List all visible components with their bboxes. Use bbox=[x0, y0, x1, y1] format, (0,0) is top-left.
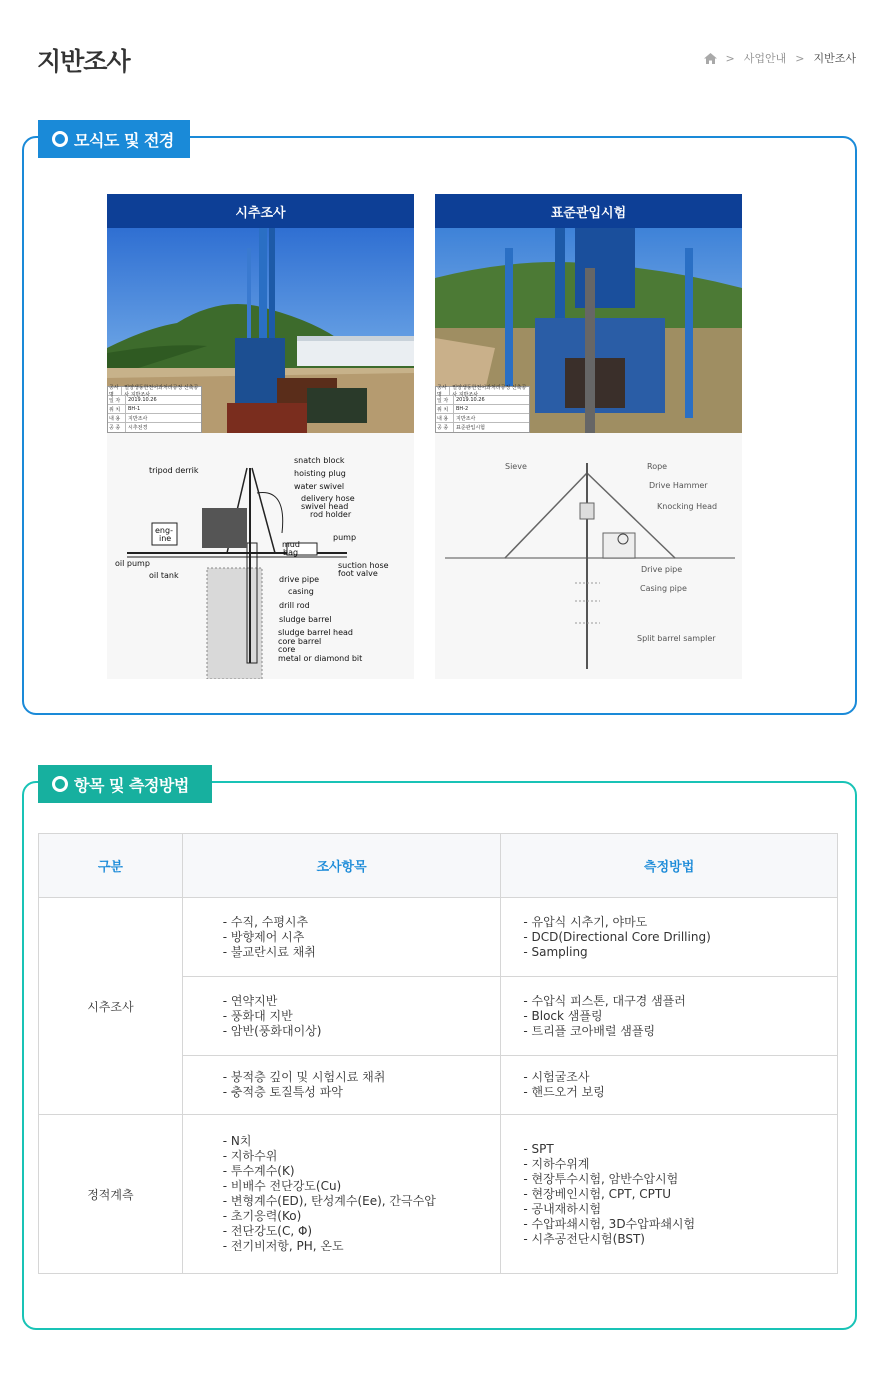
list-item: - 공내재하시험 bbox=[523, 1202, 837, 1217]
items-cell bbox=[182, 977, 501, 1056]
list-item: - 지하수위계 bbox=[523, 1157, 837, 1172]
table-row bbox=[39, 898, 838, 977]
card-title: 표준관입시험 bbox=[435, 194, 742, 228]
breadcrumb-item-current: 지반조사 bbox=[813, 52, 856, 65]
category-cell: 정적계측 bbox=[39, 1115, 183, 1274]
svg-text:snatch block: snatch block bbox=[294, 456, 345, 465]
items-cell bbox=[182, 1115, 501, 1274]
list-item: - 핸드오거 보링 bbox=[523, 1085, 837, 1100]
list-item: - 시험굴조사 bbox=[523, 1070, 837, 1085]
table-row bbox=[39, 1115, 838, 1274]
home-icon[interactable] bbox=[704, 53, 717, 64]
col-header-items: 조사항목 bbox=[182, 834, 501, 898]
svg-text:eng-: eng- bbox=[155, 526, 173, 535]
list-item: - 수압식 피스톤, 대구경 샘플러 bbox=[523, 994, 837, 1009]
list-item: - DCD(Directional Core Drilling) bbox=[523, 930, 837, 945]
svg-text:ine: ine bbox=[159, 534, 172, 543]
list-item: - 암반(풍화대이상) bbox=[223, 1024, 501, 1039]
section-tab-label: 모식도 및 전경 bbox=[74, 130, 174, 150]
svg-text:drive pipe: drive pipe bbox=[279, 575, 320, 584]
page-title: 지반조사 bbox=[37, 47, 130, 76]
svg-text:bag: bag bbox=[283, 548, 299, 557]
svg-text:casing: casing bbox=[288, 587, 314, 596]
list-item: - 충적층 토질특성 파악 bbox=[223, 1085, 501, 1100]
card-spt bbox=[435, 194, 742, 679]
svg-text:tripod derrik: tripod derrik bbox=[149, 466, 199, 475]
circle-icon bbox=[52, 131, 68, 147]
list-item: - 수직, 수평시추 bbox=[223, 915, 501, 930]
breadcrumb-item-business[interactable]: 사업안내 bbox=[743, 52, 787, 65]
list-item: - SPT bbox=[523, 1142, 837, 1157]
methods-cell bbox=[501, 898, 838, 977]
svg-text:pump: pump bbox=[333, 533, 357, 542]
photo-caption-board: 공사명 밀양생동한천어과처리공정 신축공사 지반조사 일 자 2019.10.26 위 치 BH-1 내 용 지반조사 공 종 시추전경 bbox=[107, 386, 202, 433]
spt-schematic-diagram bbox=[435, 433, 742, 679]
list-item: - 현장투수시험, 암반수압시험 bbox=[523, 1172, 837, 1187]
methods-cell bbox=[501, 977, 838, 1056]
list-item: - 시추공전단시험(BST) bbox=[523, 1232, 837, 1247]
section-tab-items bbox=[38, 765, 212, 803]
svg-text:drill rod: drill rod bbox=[279, 601, 310, 610]
list-item: - 초기응력(Ko) bbox=[223, 1209, 501, 1224]
svg-text:Split barrel sampler: Split barrel sampler bbox=[637, 634, 716, 643]
list-item: - 풍화대 지반 bbox=[223, 1009, 501, 1024]
svg-text:water swivel: water swivel bbox=[294, 482, 345, 491]
items-cell bbox=[182, 898, 501, 977]
list-item: - 붕적층 깊이 및 시험시료 채취 bbox=[223, 1070, 501, 1085]
col-header-methods: 측정방법 bbox=[501, 834, 838, 898]
list-item: - 연약지반 bbox=[223, 994, 501, 1009]
list-item: - 불교란시료 채취 bbox=[223, 945, 501, 960]
svg-text:core: core bbox=[278, 645, 296, 654]
boring-schematic-diagram bbox=[107, 433, 414, 679]
svg-text:rod holder: rod holder bbox=[310, 510, 352, 519]
svg-text:oil tank: oil tank bbox=[149, 571, 179, 580]
svg-text:mud: mud bbox=[282, 540, 300, 549]
col-header-category: 구분 bbox=[39, 834, 183, 898]
svg-text:core barrel: core barrel bbox=[278, 637, 322, 646]
methods-cell bbox=[501, 1056, 838, 1115]
list-item: - Block 샘플링 bbox=[523, 1009, 837, 1024]
breadcrumb bbox=[704, 50, 856, 66]
list-item: - 유압식 시추기, 야마도 bbox=[523, 915, 837, 930]
section-tab-diagram bbox=[38, 120, 190, 158]
list-item: - 수압파쇄시험, 3D수압파쇄시험 bbox=[523, 1217, 837, 1232]
list-item: - 비배수 전단강도(Cu) bbox=[223, 1179, 501, 1194]
svg-text:oil pump: oil pump bbox=[115, 559, 150, 568]
svg-text:delivery hose: delivery hose bbox=[301, 494, 355, 503]
svg-text:swivel head: swivel head bbox=[301, 502, 349, 511]
photo-caption-board: 공사명 밀양생동한천어과처리공정 신축공사 지반조사 일 자 2019.10.26 위 치 BH-2 내 용 지반조사 공 종 표준관입시험 bbox=[435, 386, 530, 433]
list-item: - 전단강도(C, Φ) bbox=[223, 1224, 501, 1239]
svg-text:Drive pipe: Drive pipe bbox=[641, 565, 683, 574]
svg-text:metal or diamond bit: metal or diamond bit bbox=[278, 654, 363, 663]
list-item: - 전기비저항, PH, 온도 bbox=[223, 1239, 501, 1254]
list-item: - 현장베인시험, CPT, CPTU bbox=[523, 1187, 837, 1202]
list-item: - Sampling bbox=[523, 945, 837, 960]
list-item: - 지하수위 bbox=[223, 1149, 501, 1164]
card-boring bbox=[107, 194, 414, 679]
list-item: - N치 bbox=[223, 1134, 501, 1149]
spt-site-photo bbox=[435, 228, 742, 433]
svg-text:Casing pipe: Casing pipe bbox=[640, 584, 687, 593]
items-cell bbox=[182, 1056, 501, 1115]
svg-text:Sieve: Sieve bbox=[505, 462, 527, 471]
list-item: - 방향제어 시추 bbox=[223, 930, 501, 945]
chevron-right-icon: > bbox=[795, 51, 805, 65]
chevron-right-icon: > bbox=[725, 51, 735, 65]
card-title: 시추조사 bbox=[107, 194, 414, 228]
svg-text:sludge barrel: sludge barrel bbox=[279, 615, 332, 624]
svg-text:foot valve: foot valve bbox=[338, 569, 378, 578]
list-item: - 트리플 코아배럴 샘플링 bbox=[523, 1024, 837, 1039]
boring-site-photo bbox=[107, 228, 414, 433]
items-methods-table bbox=[38, 833, 838, 1274]
svg-text:Rope: Rope bbox=[647, 462, 668, 471]
svg-text:sludge barrel head: sludge barrel head bbox=[278, 628, 353, 637]
list-item: - 투수계수(K) bbox=[223, 1164, 501, 1179]
list-item: - 변형계수(ED), 탄성계수(Ee), 간극수압 bbox=[223, 1194, 501, 1209]
methods-cell bbox=[501, 1115, 838, 1274]
svg-text:suction hose: suction hose bbox=[338, 561, 389, 570]
svg-text:hoisting plug: hoisting plug bbox=[294, 469, 346, 478]
svg-text:Drive Hammer: Drive Hammer bbox=[649, 481, 708, 490]
category-cell: 시추조사 bbox=[39, 898, 183, 1115]
svg-text:Knocking Head: Knocking Head bbox=[657, 502, 718, 511]
table-header-row bbox=[39, 834, 838, 898]
section-tab-label: 항목 및 측정방법 bbox=[74, 775, 189, 795]
circle-icon bbox=[52, 776, 68, 792]
